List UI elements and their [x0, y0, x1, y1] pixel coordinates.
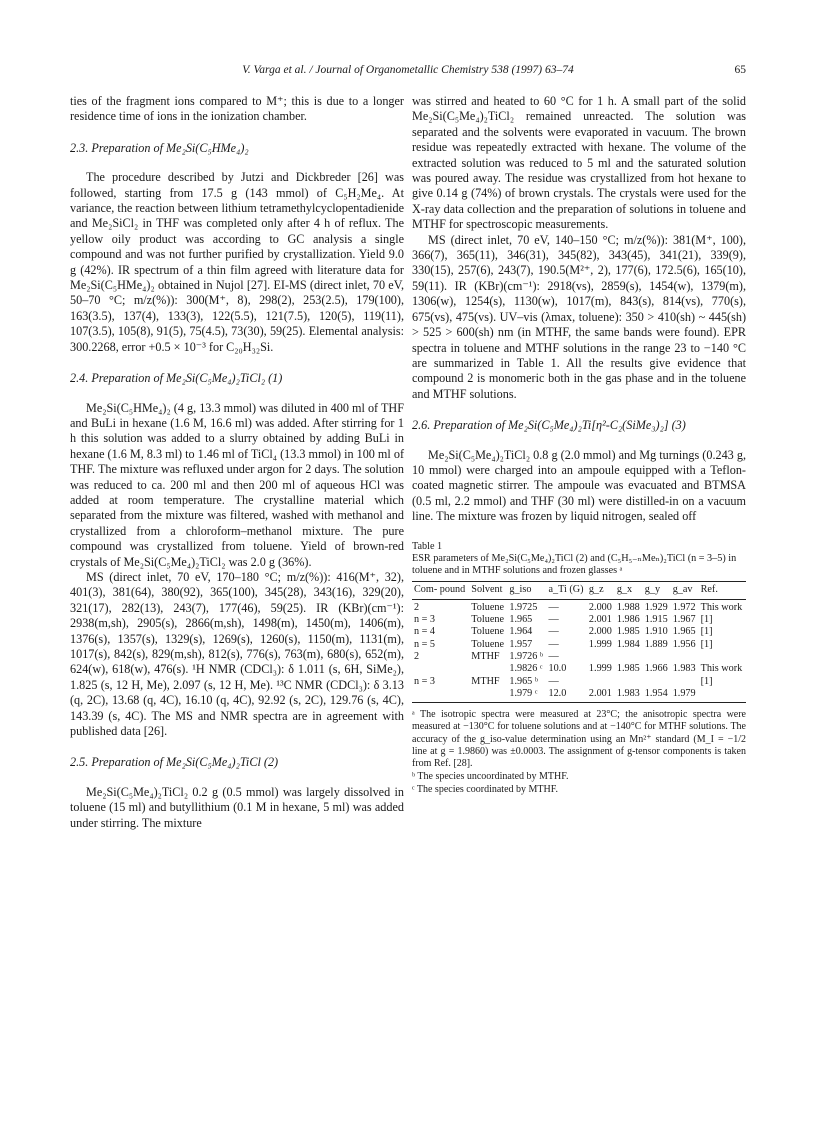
- table-cell: 10.0: [548, 663, 567, 675]
- table-label: Table 1: [412, 540, 443, 552]
- column-header: Solvent: [469, 582, 507, 599]
- column-header: g_iso: [507, 582, 546, 599]
- table-cell: [1]: [700, 638, 713, 650]
- table-row: [412, 663, 746, 675]
- table-cell: [412, 663, 469, 675]
- column-header: g_x: [615, 582, 643, 599]
- table-cell: 1.966: [644, 663, 668, 675]
- table-cell: 2.000: [588, 601, 612, 613]
- table-cell: [469, 663, 507, 675]
- table-footnote-c: ᶜ The species coordinated by MTHF.: [412, 784, 558, 796]
- table-cell: 1.9826 ᶜ: [509, 663, 543, 675]
- table-cell: 1.999: [588, 638, 612, 650]
- table-cell: n = 4: [414, 626, 436, 638]
- left-column: [70, 94, 404, 831]
- table-cell: [1]: [700, 614, 713, 626]
- esr-parameters-table: [412, 581, 746, 703]
- table-cell: [643, 676, 671, 688]
- table-cell: —: [548, 601, 559, 613]
- table-cell: n = 3: [414, 675, 436, 687]
- table-cell: [587, 651, 615, 663]
- table-cell: 1.9725: [509, 601, 538, 613]
- paragraph-2-4-synthesis: Me₂Si(C₅HMe₄)₂ (4 g, 13.3 mmol) was diluted in 400 ml of THF and BuLi in hexane (1.6 M, 16.6 ml) was added. After stirring for 1 h this solution was added to a slurry obtained by adding BuLi in hexane (1.6 M, 8.3 ml) to 1.46 ml of TiCl₄ (13.3 mmol) in 100 ml of THF. The mixture was refluxed under argon for 2 days. The solution was reduced to ca. 200 ml and then 200 ml of aqueous HCl was added at room temperature. The crystalline material which separated from the mixture was filtered, washed with methanol and crystallized from a chloroform–methanol mixture. The pure compound was crystallized from toluene. Yield of brown-red crystals of Me₂Si(C₅Me₄)₂TiCl₂ was 2.0 g (36%).: [70, 400, 404, 569]
- table-cell: —: [548, 675, 559, 687]
- section-heading-2-5: 2.5. Preparation of Me₂Si(C₅Me₄)₂TiCl (2): [70, 755, 279, 770]
- table-cell: [1]: [700, 675, 713, 687]
- paragraph-2-5-start: Me₂Si(C₅Me₄)₂TiCl₂ 0.2 g (0.5 mmol) was largely dissolved in toluene (15 ml) and butyllithium (0.1 M in hexane, 5 ml) was added under stirring. The mixture: [70, 784, 404, 830]
- paragraph-2-6: Me₂Si(C₅Me₄)₂TiCl₂ 0.8 g (2.0 mmol) and Mg turnings (0.243 g, 10 mmol) were charged into an ampoule equipped with a Teflon-coated magnetic stirrer. The ampoule was evacuated and BTMSA (0.5 ml, 2.2 mmol) and THF (30 ml) were distilled-in on a vacuum line. The mixture was frozen by liquid nitrogen, sealed off: [412, 447, 746, 524]
- table-row: [412, 688, 746, 703]
- journal-running-title: V. Varga et al. / Journal of Organometallic Chemistry 538 (1997) 63–74: [242, 64, 574, 76]
- table-cell: 1.915: [644, 614, 668, 626]
- table-cell: [412, 688, 469, 703]
- table-caption: ESR parameters of Me₂Si(C₅Me₄)₂TiCl (2) and (C₅H₅₋ₙMeₙ)₂TiCl (n = 3–5) in toluene and in MTHF solutions and frozen glasses ᵃ: [412, 552, 737, 577]
- table-cell: [671, 676, 699, 688]
- table-row: [412, 651, 746, 663]
- table-cell: MTHF: [471, 650, 500, 662]
- section-heading-2-3: 2.3. Preparation of Me₂Si(C₅HMe₄)₂: [70, 140, 249, 155]
- table-cell: 1.984: [616, 638, 640, 650]
- table-cell: 1.929: [644, 601, 668, 613]
- table-cell: 1.910: [644, 626, 668, 638]
- table-row: [412, 639, 746, 651]
- table-row: [412, 676, 746, 688]
- table-cell: Toluene: [471, 601, 504, 613]
- table-cell: Toluene: [471, 614, 504, 626]
- table-cell: Toluene: [471, 626, 504, 638]
- table-cell: 1.985: [616, 626, 640, 638]
- table-header-row: [412, 582, 746, 599]
- table-cell: [469, 688, 507, 703]
- table-cell: [1]: [700, 626, 713, 638]
- table-cell: [671, 651, 699, 663]
- right-column: [412, 94, 746, 798]
- column-header: g_y: [643, 582, 671, 599]
- table-cell: 2: [414, 601, 420, 613]
- table-cell: —: [548, 650, 559, 662]
- table-cell: 1.965: [672, 626, 696, 638]
- table-cell: 1.983: [672, 663, 696, 675]
- table-cell: 1.983: [615, 688, 643, 703]
- table-row: [412, 626, 746, 638]
- table-cell: 1.967: [672, 614, 696, 626]
- table-cell: —: [548, 638, 559, 650]
- table-cell: 1.957: [509, 638, 533, 650]
- paragraph-2-5-continued: was stirred and heated to 60 °C for 1 h. A small part of the solid Me₂Si(C₅Me₄)₂TiCl₂ remained unreacted. The solution was separated and the solvents were evaporated in vacuum. The brown residue was repeatedly extracted with hexane. The volume of the extracted solution was reduced to 5 ml and the saturated solution was poured away. The residue was crystallized from hot hexane to give 0.14 g (74%) of brown crystals. The crystals were used for the X-ray data collection and the preparation of solutions in toluene and MTHF for spectroscopic measurements.: [412, 94, 746, 232]
- paragraph-2-3: The procedure described by Jutzi and Dickbreder [26] was followed, starting from 17.5 g (143 mmol) of C₅H₂Me₄. At variance, the reaction between lithium tetramethylcyclopentadienide and Me₂SiCl₂ in THF was completed only after 4 h of reflux. The yellow oily product was according to GC analysis a single compound and was not further purified by crystallization. Yield 9.0 g (42%). IR spectrum of a thin film agreed with literature data for Me₂Si(C₅HMe₄)₂ obtained in Nujol [27]. EI-MS (direct inlet, 70 eV, 50–70 °C; m/z(%)): 300(M⁺, 8), 298(2), 253(2.5), 179(100), 163(3.5), 137(4), 133(3), 122(5.5), 121(7.5), 120(5), 119(11), 107(3.5), 105(8), 91(5), 75(4.5), 73(30), 59(25). Elemental analysis: 300.2268, error +0.5 × 10⁻³ for C₂₀H₃₂Si.: [70, 170, 404, 354]
- running-header: [70, 64, 746, 82]
- paragraph-2-4-spectra: MS (direct inlet, 70 eV, 170–180 °C; m/z(%)): 416(M⁺, 32), 401(3), 381(64), 380(92), 365(100), 345(28), 343(16), 329(20), 321(17), 282(13), 243(7), 177(46), 59(25). IR (KBr)(cm⁻¹): 2938(m,sh), 2905(s), 2866(m,sh), 1498(m), 1450(m), 1406(m), 1376(s), 1357(s), 1329(s), 1269(s), 1260(s), 1150(m), 1131(m), 1017(s), 842(s), 829(m,sh), 812(s), 776(s), 763(m), 680(s), 652(m), 624(w), 618(w), 476(s). ¹H NMR (CDCl₃): δ 1.011 (s, 6H, SiMe₂), 1.825 (s, 12 H, Me), 2.097 (s, 12 H, Me). ¹³C NMR (CDCl₃): δ 3.13 (q, 2C), 13.68 (q, 4C), 16.10 (q, 4C), 92.92 (s, 2C), 129.76 (s, 4C), 143.39 (s, 4C). The MS and NMR spectra are in agreement with published data [26].: [70, 569, 404, 739]
- table-cell: n = 5: [414, 638, 436, 650]
- table-cell: n = 3: [414, 614, 436, 626]
- table-cell: 1.979 ᶜ: [507, 688, 546, 703]
- table-cell: [615, 676, 643, 688]
- table-cell: 1.972: [672, 601, 696, 613]
- table-cell: 1.985: [616, 663, 640, 675]
- table-cell: [587, 676, 615, 688]
- section-heading-2-4: 2.4. Preparation of Me₂Si(C₅Me₄)₂TiCl₂ (1): [70, 371, 283, 386]
- table-row: [412, 599, 746, 614]
- table-cell: Toluene: [471, 638, 504, 650]
- table-cell: 2.001: [588, 614, 612, 626]
- table-cell: 1.986: [616, 614, 640, 626]
- table-cell: 1.988: [616, 601, 640, 613]
- table-cell: 1.956: [672, 638, 696, 650]
- table-cell: 2.000: [588, 626, 612, 638]
- table-footnote-a: ᵃ The isotropic spectra were measured at 23°C; the anisotropic spectra were measured at −130°C for toluene solutions and at −140°C for MTHF solutions. The accuracy of the g_iso-value determination using an Mn²⁺ standard (M_I = −1/2 line at g = 1.9860) was ±0.0003. The assignment of g-tensor components is taken from Ref. [28].: [412, 709, 746, 769]
- table-cell: 1.889: [644, 638, 668, 650]
- table-cell: [699, 651, 746, 663]
- table-cell: This work: [700, 663, 743, 675]
- table-cell: 1.9726 ᵇ: [509, 650, 544, 662]
- column-header: Com- pound: [412, 582, 469, 599]
- table-cell: MTHF: [471, 675, 500, 687]
- column-header: a_Ti (G): [546, 582, 586, 599]
- table-cell: 1.964: [509, 626, 533, 638]
- table-cell: 1.999: [588, 663, 612, 675]
- column-header: Ref.: [699, 582, 746, 599]
- paragraph-2-5-spectra: MS (direct inlet, 70 eV, 140–150 °C; m/z(%)): 381(M⁺, 100), 366(7), 365(11), 346(31), 345(82), 343(45), 341(21), 339(9), 330(15), 257(6), 243(7), 190.5(M²⁺, 2), 177(6), 172.5(6), 165(10), 59(11). IR (KBr)(cm⁻¹): 2918(vs), 2859(s), 1454(w), 1379(m), 1306(w), 1254(s), 1130(w), 1017(m), 843(s), 814(vs), 770(s), 675(vs), 475(vs). UV–vis (λmax, toluene): 350 > 410(sh) ~ 445(sh) > 525 > 600(sh) nm (in MTHF, the same bands were found). EPR spectra in toluene and MTHF solutions in the range 23 to −140 °C are summarized in Table 1. All the results give evidence that compound 2 is monomeric both in the gas phase and in the toluene and MTHF solutions.: [412, 232, 746, 401]
- table-1-block: [412, 541, 746, 797]
- table-cell: 2.001: [587, 688, 615, 703]
- table-cell: 1.979: [671, 688, 699, 703]
- table-row: [412, 614, 746, 626]
- table-cell: 1.954: [643, 688, 671, 703]
- table-cell: 2: [414, 650, 420, 662]
- table-cell: 1.965 ᵇ: [509, 675, 538, 687]
- table-footnote-b: ᵇ The species uncoordinated by MTHF.: [412, 771, 569, 783]
- page-number: 65: [734, 64, 746, 76]
- section-heading-2-6: 2.6. Preparation of Me₂Si(C₅Me₄)₂Ti[η²-C₂(SiMe₃)₂] (3): [412, 418, 686, 433]
- table-cell: —: [548, 614, 559, 626]
- table-cell: 12.0: [546, 688, 586, 703]
- table-cell: [643, 651, 671, 663]
- table-cell: This work: [700, 601, 743, 613]
- table-cell: [699, 688, 746, 703]
- column-header: g_av: [671, 582, 699, 599]
- continued-paragraph: ties of the fragment ions compared to M⁺; this is due to a longer residence time of ions in the ionization chamber.: [70, 94, 404, 124]
- table-footnotes: [412, 709, 746, 796]
- column-header: g_z: [587, 582, 615, 599]
- table-cell: [615, 651, 643, 663]
- table-cell: 1.965: [509, 614, 533, 626]
- table-cell: —: [548, 626, 559, 638]
